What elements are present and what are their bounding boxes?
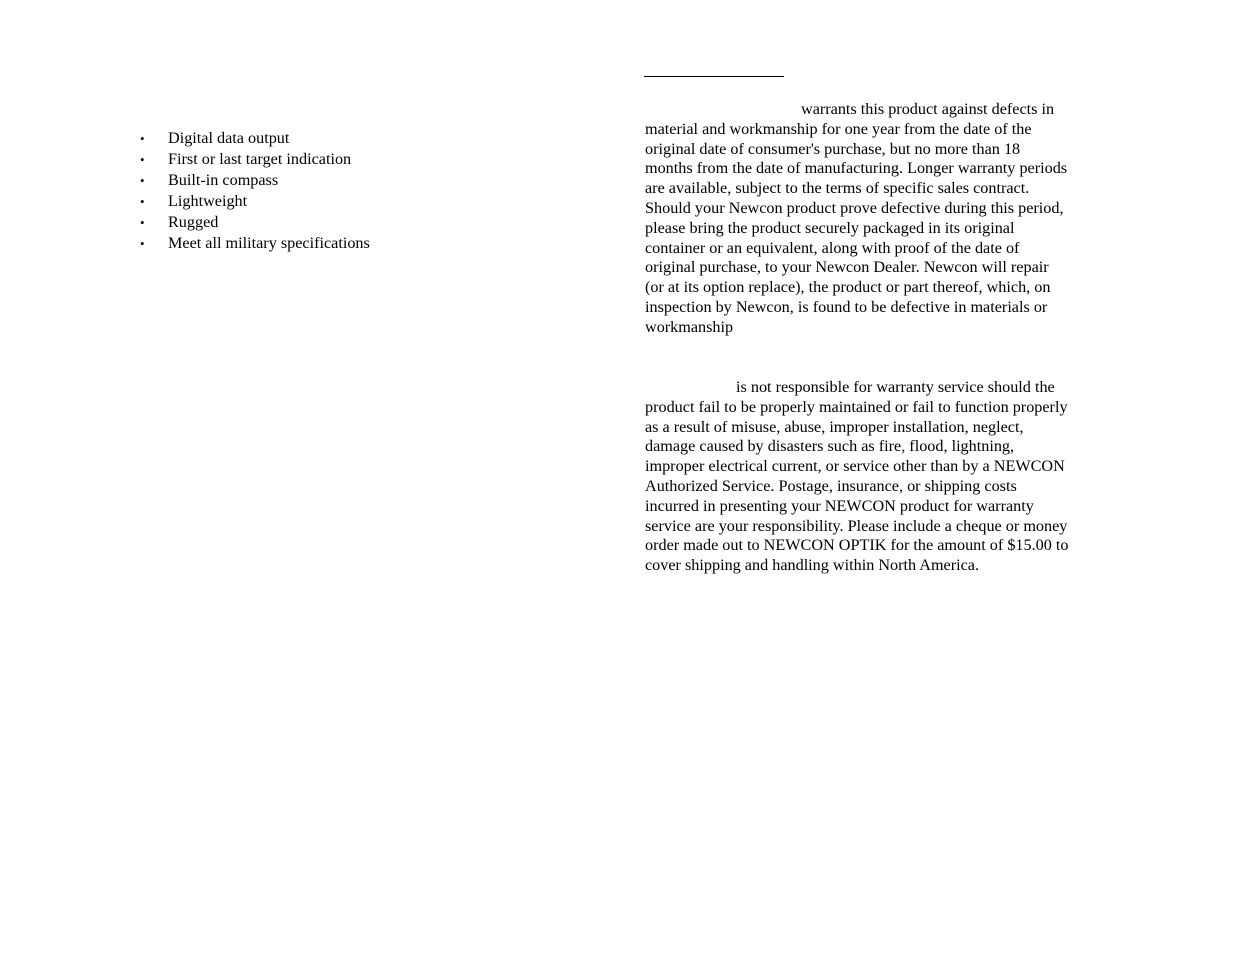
list-item [134,170,370,191]
bullet-icon: • [140,173,145,188]
text-line: original date of consumer's purchase, but no more than 18 [645,139,1021,158]
text-line: order made out to NEWCON OPTIK for the amount of $15.00 to [645,536,1069,555]
limitations-paragraph [645,378,1100,576]
text-line: cover shipping and handling within North America. [645,556,980,575]
text-line: months from the date of manufacturing. Longer warranty periods [645,159,1068,178]
text-line: improper electrical current, or service other than by a NEWCON [645,457,1065,476]
text-line: material and workmanship for one year from the date of the [645,119,1032,138]
text-line: is not responsible for warranty service should the [736,378,1055,396]
feature-text: Lightweight [168,192,248,210]
feature-text: Built-in compass [168,171,279,189]
text-line: container or an equivalent, along with proof of the date of [645,238,1020,257]
text-line: (or at its option replace), the product or part thereof, which, on [645,278,1051,297]
bullet-icon: • [140,152,145,167]
text-line: incurred in presenting your NEWCON product for warranty [645,496,1034,515]
text-line: product fail to be properly maintained or fail to function properly [645,397,1068,416]
list-item [134,149,370,170]
bullet-icon: • [140,194,145,209]
text-line: service are your responsibility. Please include a cheque or money [645,516,1068,535]
text-line: Should your Newcon product prove defective during this period, [645,198,1064,217]
text-line: inspection by Newcon, is found to be defective in materials or [645,297,1048,316]
feature-list [134,128,370,254]
feature-text: Meet all military specifications [168,234,370,252]
heading-underline-rule [644,76,784,77]
list-item [134,128,370,149]
text-line: workmanship [645,317,734,336]
feature-text: Rugged [168,213,219,231]
text-line: are available, subject to the terms of specific sales contract. [645,179,1030,198]
bullet-icon: • [140,131,145,146]
text-line: warrants this product against defects in [801,100,1055,118]
bullet-icon: • [140,215,145,230]
list-item [134,212,370,233]
feature-text: Digital data output [168,129,290,147]
text-line: damage caused by disasters such as fire, flood, lightning, [645,437,1015,456]
text-line: Authorized Service. Postage, insurance, or shipping costs [645,476,1017,495]
list-item [134,233,370,254]
text-line: original purchase, to your Newcon Dealer. Newcon will repair [645,258,1049,277]
list-item [134,191,370,212]
text-line: please bring the product securely packaged in its original [645,218,1015,237]
text-line: as a result of misuse, abuse, improper installation, neglect, [645,417,1024,436]
warranty-paragraph [645,100,1100,338]
feature-text: First or last target indication [168,150,352,168]
bullet-icon: • [140,236,145,251]
